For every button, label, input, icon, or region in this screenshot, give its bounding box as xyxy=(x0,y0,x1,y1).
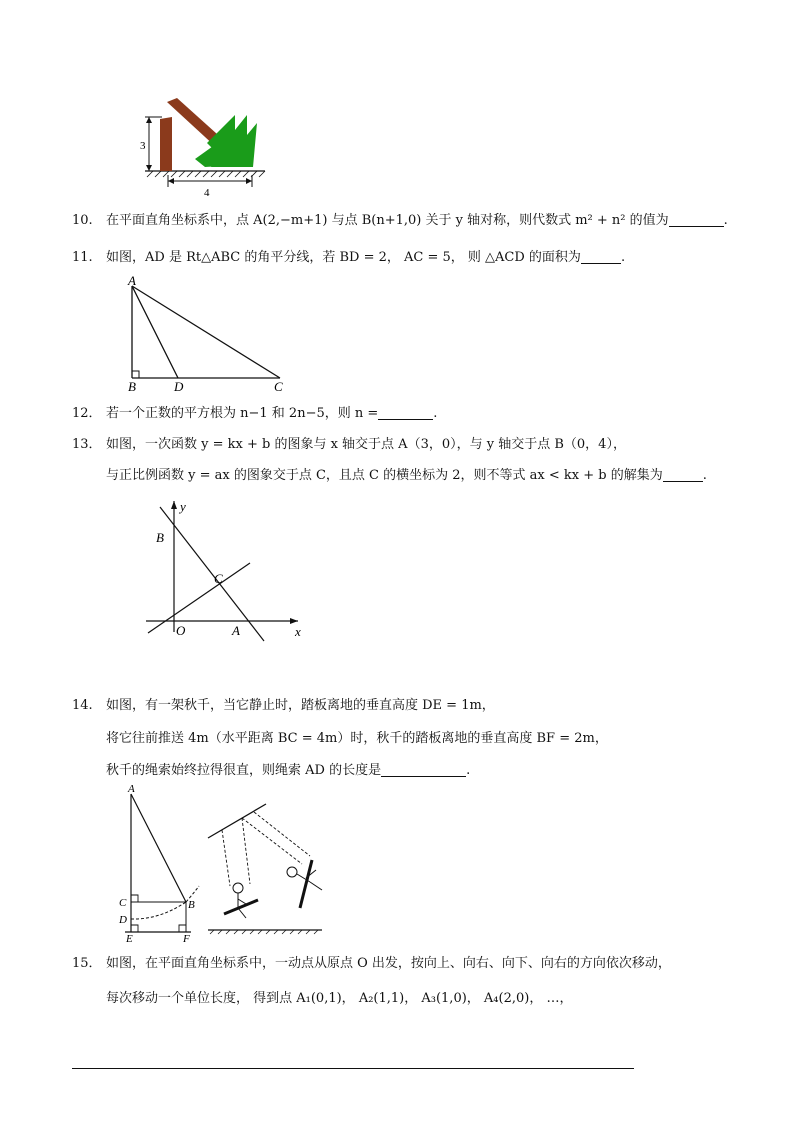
vertex-C: C xyxy=(274,379,283,394)
question-number: 14. xyxy=(72,698,93,713)
point-D: D xyxy=(174,379,184,394)
tree-distance-label: 4 xyxy=(204,187,210,199)
question-text: 如图，AD 是 Rt△ABC 的角平分线，若 BD = 2， AC = 5， 则 △ACD 的面积为 xyxy=(106,250,581,265)
answer-blank xyxy=(663,467,703,482)
vertex-B: B xyxy=(128,379,136,394)
answer-blank xyxy=(378,405,433,420)
period: . xyxy=(433,406,438,421)
question-number: 12． xyxy=(72,406,102,421)
question-text: 如图，在平面直角坐标系中，一动点从原点 O 出发，按向上、向右、向下、向右的方向依次移动， xyxy=(106,956,671,971)
point-B: B xyxy=(156,530,164,545)
period: . xyxy=(702,468,707,483)
linear-functions-graph xyxy=(140,497,315,647)
question-14-line1 xyxy=(72,697,495,715)
origin-O: O xyxy=(176,623,186,638)
point-F: F xyxy=(183,933,190,944)
question-text: 秋千的绳索始终拉得很直，则绳索 AD 的长度是 xyxy=(106,763,382,778)
question-text: 若一个正数的平方根为 n−1 和 2n−5，则 n = xyxy=(106,406,379,421)
question-text: 每次移动一个单位长度， 得到点 A₁(0,1)， A₂(1,1)， A₃(1,0)， A₄(2,0)， …， xyxy=(106,991,573,1006)
point-D: D xyxy=(119,914,127,926)
question-text: 将它往前推送 4m（水平距离 BC = 4m）时，秋千的踏板离地的垂直高度 BF = 2m， xyxy=(106,731,608,746)
period: . xyxy=(466,763,471,778)
answer-blank xyxy=(381,762,466,777)
x-axis-label: x xyxy=(295,624,301,639)
question-14-line2 xyxy=(106,730,608,748)
question-15-line1 xyxy=(72,955,671,973)
question-text: 在平面直角坐标系中，点 A(2,−m+1) 与点 B(n+1,0) 关于 y 轴对称，则代数式 m² + n² 的值为 xyxy=(106,213,669,228)
question-11 xyxy=(72,249,625,267)
question-number: 11. xyxy=(72,250,93,265)
question-text: 如图，一次函数 y = kx + b 的图象与 x 轴交于点 A（3，0），与 y 轴交于点 B（0，4）， xyxy=(106,437,626,452)
point-C: C xyxy=(214,571,223,586)
question-13-line2 xyxy=(106,467,707,485)
right-triangle-figure xyxy=(120,272,300,394)
question-15-line2 xyxy=(106,990,572,1008)
tree-height-label: 3 xyxy=(140,140,146,152)
question-10 xyxy=(72,212,728,230)
point-C: C xyxy=(119,897,127,909)
question-12 xyxy=(72,405,437,423)
question-14-line3 xyxy=(106,762,470,780)
period: . xyxy=(620,250,626,265)
question-13-line1 xyxy=(72,436,626,454)
point-A: A xyxy=(128,783,135,795)
period: . xyxy=(723,213,728,228)
question-number: 15． xyxy=(72,956,102,971)
question-number: 10. xyxy=(72,213,93,228)
point-A: A xyxy=(232,623,240,638)
footer-rule xyxy=(72,1068,634,1069)
swing-geometry-figure xyxy=(115,782,205,944)
question-text: 如图，有一架秋千，当它静止时，踏板离地的垂直高度 DE = 1m， xyxy=(106,698,495,713)
broken-tree-figure xyxy=(135,95,270,200)
answer-blank xyxy=(581,249,621,264)
y-axis-label: y xyxy=(180,499,186,514)
point-B: B xyxy=(188,899,195,911)
vertex-A: A xyxy=(128,273,136,288)
question-text: 与正比例函数 y = ax 的图象交于点 C，且点 C 的横坐标为 2，则不等式 ax < kx + b 的解集为 xyxy=(106,468,663,483)
answer-blank xyxy=(669,212,724,227)
point-E: E xyxy=(126,933,133,944)
question-number: 13． xyxy=(72,437,102,452)
swing-illustration xyxy=(200,800,330,940)
